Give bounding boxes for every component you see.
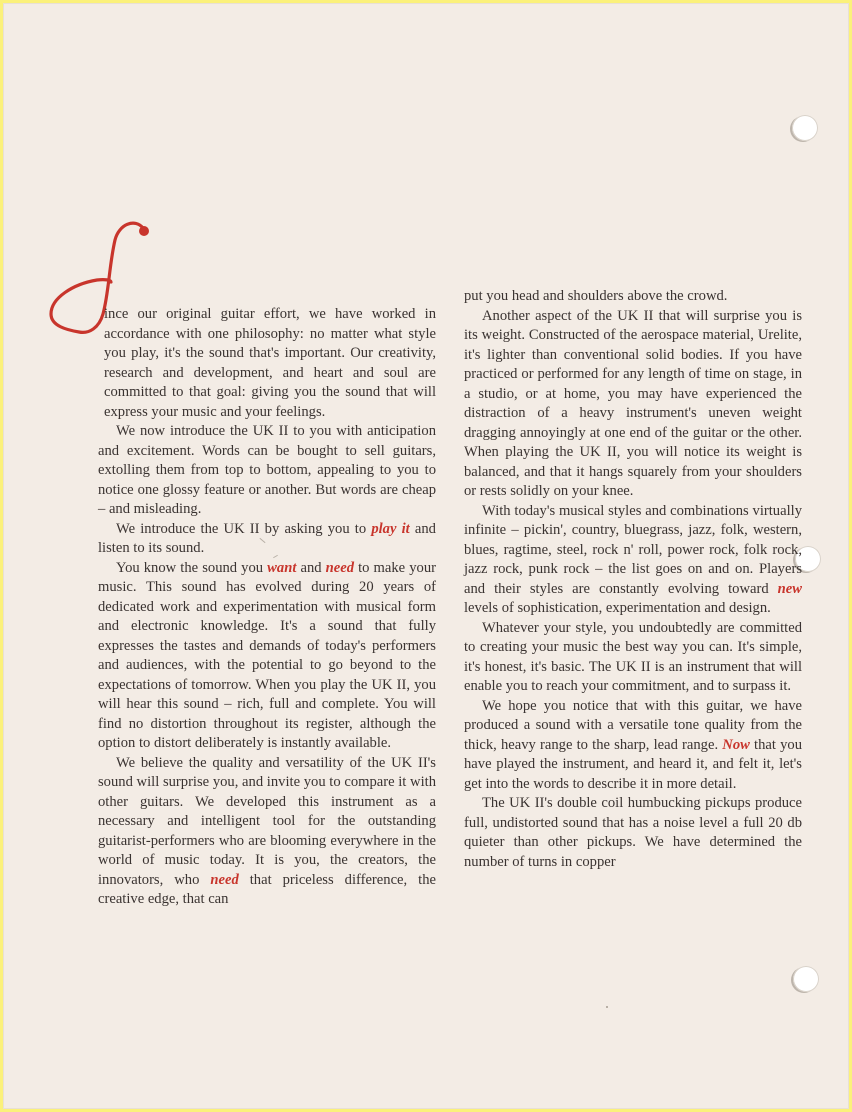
paragraph-tone: We hope you notice that with this guitar, we have produced a sound with a versatile tone quality from the thick, heavy range to the sharp, lead range. Now that you have played the instrument, and heard it, and felt it, let's get into the words to describe it in more detail. xyxy=(464,697,802,792)
paragraph-quality: We believe the quality and versatility of the UK II's sound will surprise you, and invite you to compare it with other guitars. We developed this instrument as a necessary and intelligent tool for the outstanding guitarist-performers who are blooming everywhere in the world of music today. It is you, the creators, the innovators, who need that priceless difference, the creative edge, that can xyxy=(98,754,436,907)
right-column xyxy=(464,287,802,872)
left-column xyxy=(98,305,436,910)
paragraph-sound: You know the sound you want and need to make your music. This sound has evolved during 20 years of dedicated work and experimentation with musical form and electronic knowledge. It's a sound that fully expresses the tastes and demands of today's performers and audiences, with the potential to go beyond to the expectations of tomorrow. When you play the UK II, you will hear this sound – rich, full and complete. You will find no distortion throughout its register, although the option to distort deliberately is instantly available. xyxy=(98,559,437,751)
punch-hole-bottom xyxy=(793,966,819,992)
paragraph-weight: Another aspect of the UK II that will surprise you is its weight. Constructed of the aerospace material, Urelite, it's lighter than conventional solid bodies. If you have practiced or performed for any length of time on stage, in a studio, or at home, you may have experienced the distraction of a heavy instrument's uneven weight dragging annoyingly at one end of the guitar or the other. When playing the UK II, you will notice its weight is balanced, and that it hangs squarely from your shoulders or rests solidly on your knee. xyxy=(464,307,802,499)
stray-mark xyxy=(606,1006,608,1008)
punch-hole-top xyxy=(792,115,818,141)
paragraph-styles: With today's musical styles and combinations virtually infinite – pickin', country, bluegrass, jazz, folk, western, blues, ragtime, steel, rock n' roll, power rock, folk rock, jazz rock, punk rock – the list goes on and on. Players and their styles are constantly evolving toward new levels of sophistication, experimentation and design. xyxy=(464,502,802,616)
paragraph-intro: ince our original guitar effort, we have worked in accordance with one philosophy: no matter what style you play, it's the sound that's important. Our creativity, research and development, and heart and soul are committed to that goal: giving you the sound that will express your music and your feelings. xyxy=(104,306,436,420)
brochure-page xyxy=(3,3,849,1109)
paragraph-pickups: The UK II's double coil humbucking pickups produce full, undistorted sound that has a noise level a full 20 db quieter than other pickups. We have determined the number of turns in copper xyxy=(464,795,802,870)
paragraph-introduce: We now introduce the UK II to you with anticipation and excitement. Words can be bought to sell guitars, extolling them from top to bottom, appealing to you to notice one glossy feature or another. But words are cheap – and misleading. xyxy=(98,423,436,517)
paragraph-commitment: Whatever your style, you undoubtedly are committed to creating your music the best way you can. It's simple, it's honest, it's basic. The UK II is an instrument that will enable you to reach your commitment, and to surpass it. xyxy=(464,619,802,694)
paragraph-continued: put you head and shoulders above the crowd. xyxy=(464,288,728,304)
paragraph-play-it: We introduce the UK II by asking you to play it and listen to its sound. xyxy=(98,520,436,556)
